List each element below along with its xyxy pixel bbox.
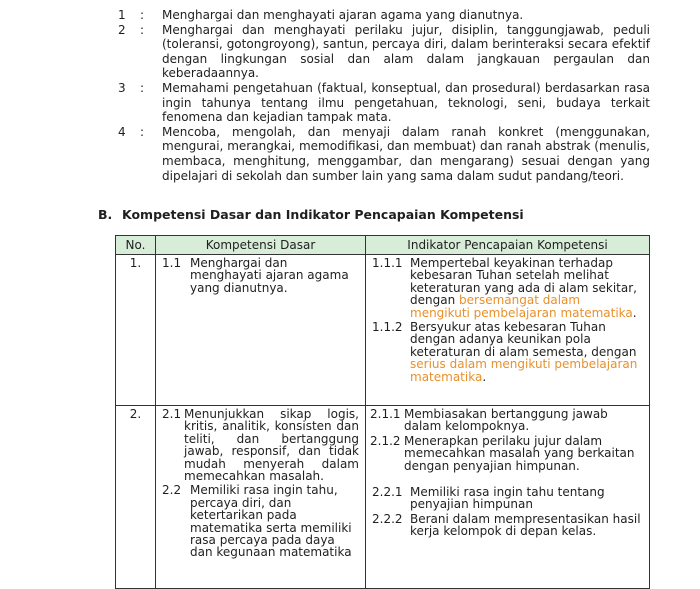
list-item xyxy=(118,8,650,23)
kd-text: Menunjukkan sikap logis, kritis, analitik, konsisten dan teliti, dan bertanggung jawab, responsif, dan tidak mudah menyerah dalam memecahkan masalah. xyxy=(184,407,359,484)
indikator-text-main: Mempertebal keyakinan terhadap kebesaran Tuhan setelah melihat keteraturan yang ada di alam sekitar, dengan xyxy=(410,256,637,308)
indikator-text: Menerapkan perilaku jujur dalam memecahkan masalah yang berkaitan dengan penyajian himpunan. xyxy=(404,433,635,473)
item-colon: : xyxy=(140,22,145,37)
indikator-text: Memiliki rasa ingin tahu tentang penyajian himpunan xyxy=(410,485,605,512)
indikator-entry xyxy=(366,511,649,538)
item-text: Mencoba, mengolah, dan menyaji dalam ranah konkret (menggunakan, mengurai, merangkai, memodifikasi, dan membuat) dan ranah abstrak (menulis, membaca, menghitung, menggambar, dan mengarang) sesuai dengan yang dipelajari di sekolah dan sumber lain yang sama dalam sudut pandang/teori. xyxy=(162,124,650,183)
header-kompetensi-dasar: Kompetensi Dasar xyxy=(156,236,366,255)
indikator-text xyxy=(410,321,649,383)
list-item xyxy=(118,125,650,183)
item-text: Menghargai dan menghayati perilaku jujur, disiplin, tanggungjawab, peduli (toleransi, gotongroyong), santun, percaya diri, dalam berinteraksi secara efektif dengan lingkungan sosial dan alam dalam jangkauan pergaulan dan keberadaannya. xyxy=(162,22,650,81)
item-colon: : xyxy=(140,8,145,22)
item-number: 4 xyxy=(118,124,126,139)
header-no: No. xyxy=(116,236,156,255)
kd-code: 1.1 xyxy=(162,256,182,270)
indikator-text xyxy=(410,257,649,319)
item-text: Menghargai dan menghayati ajaran agama yang dianutnya. xyxy=(162,8,524,22)
indikator-code: 2.1.1 xyxy=(370,407,401,421)
indikator-text: Berani dalam mempresentasikan hasil kerja kelompok di depan kelas. xyxy=(410,511,641,539)
item-colon: : xyxy=(140,80,145,95)
indikator-text-end: . xyxy=(632,305,637,320)
kd-text: Memiliki rasa ingin tahu, percaya diri, dan ketertarikan pada matematika serta memiliki rasa percaya pada daya dan kegunaan matematika xyxy=(190,483,352,560)
indikator-code: 2.2.2 xyxy=(372,511,403,526)
item-colon: : xyxy=(140,124,145,139)
kd-text: Menghargai dan menghayati ajaran agama yang dianutnya. xyxy=(190,256,349,295)
indikator-entry xyxy=(366,484,649,511)
kd-cell xyxy=(156,406,366,589)
row-number: 2. xyxy=(116,406,156,589)
indikator-cell xyxy=(366,406,650,589)
spacer xyxy=(366,472,649,484)
indikator-code: 2.2.1 xyxy=(372,485,403,500)
highlighted-phrase: bersemangat dalam mengikuti pembelajaran matematika xyxy=(410,293,633,320)
indikator-text-main: Bersyukur atas kebesaran Tuhan dengan adanya keunikan pola keteraturan di alam semesta, dengan xyxy=(410,320,637,359)
section-letter: B. xyxy=(98,207,113,222)
list-item xyxy=(118,23,650,81)
indikator-entry xyxy=(366,433,649,472)
table-header-row xyxy=(116,236,650,255)
item-number: 1 xyxy=(118,8,126,22)
item-text: Memahami pengetahuan (faktual, konseptual, dan prosedural) berdasarkan rasa ingin tahunya tentang ilmu pengetahuan, teknologi, seni, budaya terkait fenomena dan kejadian tampak mata. xyxy=(162,80,650,125)
table-row xyxy=(116,406,650,589)
kd-code: 2.1 xyxy=(162,407,182,421)
indikator-cell-content xyxy=(366,406,649,582)
item-number: 2 xyxy=(118,22,126,37)
kd-entry xyxy=(156,482,365,558)
section-title: Kompetensi Dasar dan Indikator Pencapaian Kompetensi xyxy=(122,207,524,222)
section-heading xyxy=(98,207,524,222)
row-number: 1. xyxy=(116,255,156,406)
indikator-code: 1.1.1 xyxy=(372,256,403,270)
item-number: 3 xyxy=(118,80,126,95)
indikator-cell xyxy=(366,255,650,406)
header-indikator: Indikator Pencapaian Kompetensi xyxy=(366,236,650,255)
indikator-entry xyxy=(366,255,649,319)
kompetensi-inti-list xyxy=(118,8,650,183)
list-item xyxy=(118,81,650,125)
kd-code: 2.2 xyxy=(162,483,182,498)
kd-cell xyxy=(156,255,366,406)
indikator-code: 2.1.2 xyxy=(370,433,401,448)
kd-entry xyxy=(156,255,365,294)
indikator-entry xyxy=(366,406,649,433)
indikator-text-end: . xyxy=(482,369,487,384)
kd-entry xyxy=(156,406,365,482)
indikator-code: 1.1.2 xyxy=(372,320,403,335)
indikator-text: Membiasakan bertanggung jawab dalam kelompoknya. xyxy=(404,407,608,434)
indikator-entry xyxy=(366,319,649,383)
competency-table xyxy=(115,235,650,589)
highlighted-phrase: serius dalam mengikuti pembelajaran matematika xyxy=(410,357,638,384)
kd-cell-content xyxy=(156,406,365,582)
table-row xyxy=(116,255,650,406)
